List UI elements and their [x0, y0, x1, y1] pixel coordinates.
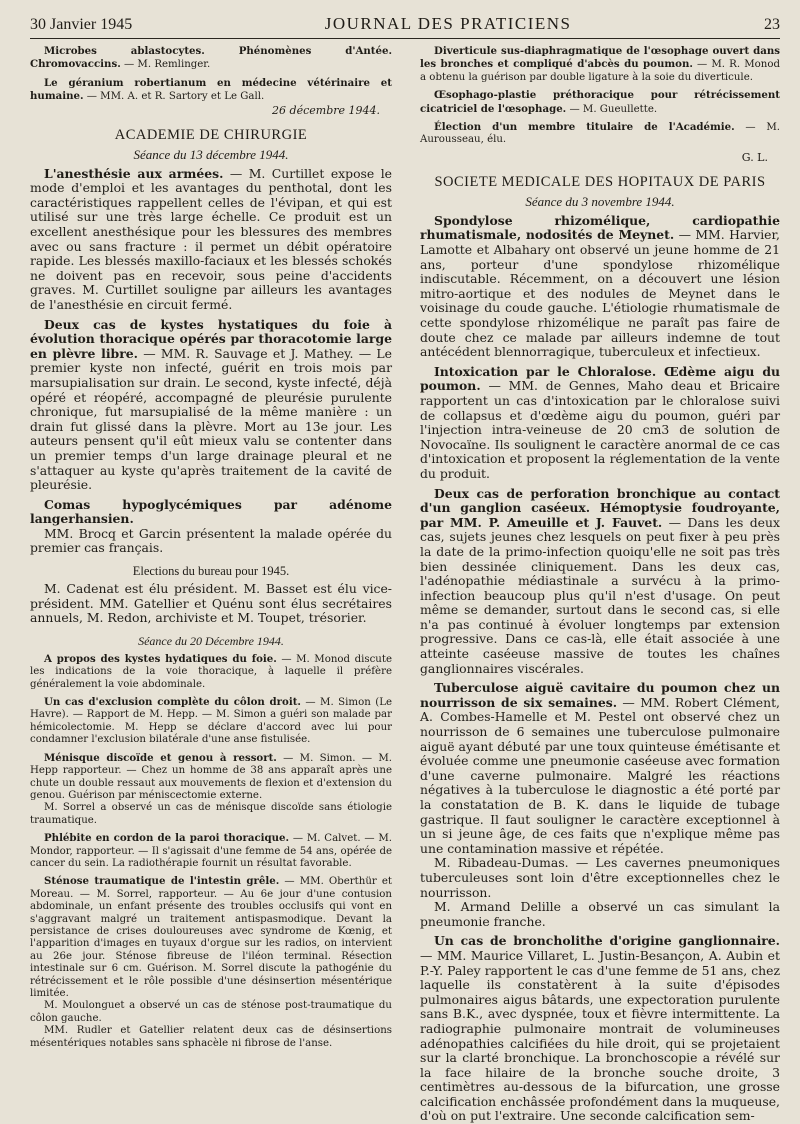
session-heading: Séance du 20 Décembre 1944. — [138, 633, 284, 648]
session-heading: Séance du 3 novembre 1944. — [525, 193, 675, 209]
article-colon — [30, 696, 392, 747]
article-text: — MM. Maurice Villaret, L. Justin-Besançon, A. Aubin et P.-Y. Paley rapportent le cas d'une femme de 51 ans, chez laquelle ils constatèrent à la suite d'épisodes pulmonaires aigus bâtards, une expectoration purulente sans B.K., avec dyspnée, toux et fièvre intermittente. La radiographie pulmonaire montrait de volumineuses adénopathies calcifiées du hile droit, qui se projetaient sur la clarté bronchique. La bronchoscopie a révélé sur la face hilaire de la bronche souche droite, 3 centimètres au-dessous de la bifurcation, une grosse calcification enchâssée profondément dans la muqueuse, d'où on put l'extraire. Une seconde calcification sem- — [420, 947, 780, 1124]
article-title: Phlébite en cordon de la paroi thoracique. — [44, 832, 290, 845]
article-text: MM. Brocq et Garcin présentent la malade opérée du premier cas français. — [30, 525, 392, 556]
article-text: — M. R. Monod a obtenu la guérison par double ligature à la soie du diverticule. — [420, 59, 781, 83]
article-perforation — [420, 487, 780, 677]
elections-text: M. Cadenat est élu président. M. Basset est élu vice-président. MM. Gatellier et Quénu sont élus secrétaires annuels, M. Redon, archiviste et M. Toupet, trésorier. — [30, 581, 392, 626]
session-heading: Séance du 13 décembre 1944. — [133, 146, 289, 162]
two-column-body — [30, 45, 780, 1124]
article-title: Comas hypoglycémiques par adénome langerhansien. — [30, 496, 392, 527]
elections-heading: Elections du bureau pour 1945. — [132, 564, 290, 579]
article-text: MM. Rudler et Gatellier relatent deux cas de désinsertions mésentériques notables sans sphacèle ni fibrose de l'anse. — [30, 1025, 392, 1049]
article-text: M. Moulonguet a observé un cas de sténose post-traumatique du côlon gauche. — [30, 1000, 392, 1024]
article-title: Diverticule sus-diaphragmatique de l'œsophage ouvert dans les bronches et compliqué d'abcès du poumon. — [420, 45, 780, 71]
entry-title: Le géranium robertianum en médecine vétérinaire et humaine. — [30, 76, 392, 103]
article-title: Élection d'un membre titulaire de l'Académie. — [434, 121, 735, 134]
article-anesthesie — [30, 167, 392, 313]
article-title: Deux cas de kystes hystatiques du foie à évolution thoracique opérés par thoracotomie large en plèvre libre. — [30, 316, 392, 361]
article-title: Ménisque discoïde et genou à ressort. — [44, 751, 277, 764]
article-phlebite — [30, 832, 392, 870]
article-title: Tuberculose aiguë cavitaire du poumon chez un nourrisson de six semaines. — [420, 680, 780, 710]
article-kystes-hydatiques — [30, 653, 392, 691]
left-column — [30, 45, 392, 1124]
section-heading-academie: ACADEMIE DE CHIRURGIE — [114, 126, 308, 143]
article-diverticule — [420, 45, 780, 84]
section-heading-societe: SOCIETE MEDICALE DES HOPITAUX DE PARIS — [434, 173, 766, 190]
article-menisque — [30, 752, 392, 803]
article-text: M. Ribadeau-Dumas. — Les cavernes pneumoniques tuberculeuses sont loin d'être exceptionnelles chez le nourrisson. — [420, 855, 780, 900]
entry-date: 26 décembre 1944. — [272, 103, 380, 117]
page-number: 23 — [763, 16, 780, 33]
article-kystes — [30, 318, 392, 493]
article-text: — M. Simon. — M. Hepp rapporteur. — Chez un homme de 38 ans apparaît après une chute un double ressaut aux mouvements de flexion et d'extension du genou. Guérison par méniscectomie externe. — [30, 752, 392, 801]
article-title: Sténose traumatique de l'intestin grêle. — [44, 875, 280, 888]
article-text: — MM. Harvier, Lamotte et Albahary ont observé un jeune homme de 21 ans, porteur d'une spondylose rhizomélique indiscutable. Récemment, on a découvert une lésion mitro-aortique et des nodules de Meynet dans le voisinage du coude gauche. L'étiologie rhumatismale de cette spondylose rhizomélique ne paraît pas faire de doute chez ce malade par ailleurs indemne de tout antécédent blennorragique, tuberculeux et infectieux. — [420, 227, 780, 360]
article-title: Intoxication par le Chloralose. Œdème aigu du poumon. — [420, 363, 780, 394]
article-title: Un cas de broncholithe d'origine ganglionnaire. — [434, 933, 780, 949]
article-title: Spondylose rhizomélique, cardiopathie rhumatismale, nodosités de Meynet. — [420, 212, 780, 243]
journal-title: JOURNAL DES PRATICIENS — [324, 14, 572, 33]
entry-title: Microbes ablastocytes. Phénomènes d'Antée. Chromovaccins. — [30, 45, 392, 71]
article-title: L'anesthésie aux armées. — [44, 165, 224, 181]
article-oesophago — [420, 89, 780, 116]
article-title: A propos des kystes hydatiques du foie. — [44, 652, 277, 665]
article-text: M. Sorrel a observé un cas de ménisque discoïde sans étiologie traumatique. — [30, 802, 392, 826]
article-title: Deux cas de perforation bronchique au contact d'un ganglion caséeux. Hémoptysie foudroyante, par MM. P. Ameuille et J. Fauvet. — [420, 485, 780, 530]
article-text: — Dans les deux cas, sujets jeunes chez lesquels on peut fixer à peu près la date de la primo-infection quoiqu'elle ne soit pas très bien dessinée cliniquement. Dans les deux cas, l'adénopathie médiastinale a survécu à la primo-infection beaucoup plus qu'il n'est d'usage. On peut même se demander, surtout dans le second cas, si elle n'a pas continué à évoluer longtemps par extension progressive. Dans ce cas-là, elle était associée à une atteinte caséeuse massive de toutes les chaînes ganglionnaires viscérales. — [420, 514, 780, 676]
entry-geranium — [30, 77, 392, 104]
article-text: — MM. de Gennes, Maho deau et Bricaire rapportent un cas d'intoxication par le chloralose suivi de collapsus et d'œdème aigu du poumon, guéri par l'injection intra-veineuse de 20 cm3 de solution de Novocaïne. Ils soulignent le caractère anormal de ce cas d'intoxication et proposent la réglementation de la vente du produit. — [420, 378, 780, 481]
entry-authors: — M. Remlinger. — [120, 59, 211, 71]
article-title: Œsophago-plastie préthoracique pour rétrécissement cicatriciel de l'œsophage. — [420, 89, 780, 115]
article-spondylose — [420, 214, 780, 360]
article-title: Un cas d'exclusion complète du côlon droit. — [44, 696, 301, 709]
entry-remlinger — [30, 45, 392, 72]
article-text: — M. Aurousseau, élu. — [420, 122, 780, 146]
issue-date: 30 Janvier 1945 — [30, 16, 133, 33]
running-header — [30, 14, 780, 39]
article-text: — M. Monod discute les indications de la voie thoracique, à laquelle il préfère généralement la voie abdominale. — [30, 653, 392, 690]
article-tuberculose — [420, 681, 780, 856]
article-stenose — [30, 875, 392, 1000]
article-text: — MM. Oberthür et Moreau. — M. Sorrel, rapporteur. — Au 6e jour d'une contusion abdominale, un enfant présente des troubles occlusifs qui vont en s'aggravant malgré un traitement antispasmodique. Devant la persistance de crises douloureuses avec syndrome de Kœnig, et l'apparition d'images en tuyaux d'orgue sur les radios, on intervient au 26e jour. Sténose fibreuse de l'iléon terminal. Résection intestinale sur 6 cm. Guérison. M. Sorrel discute la pathogénie du rétrécissement et le rôle possible d'une désinsertion mésentérique limitée. — [30, 876, 392, 999]
article-text: — M. Gueullette. — [566, 103, 658, 115]
article-text: — M. Curtillet expose le mode d'emploi et les avantages du penthotal, dont les caractéristiques rappellent celles de l'évipan, et qui est utilisé sur une très large échelle. Ce produit est un excellent anesthésique pour les blessures des membres avec ou sans fracture : il permet un débit opératoire rapide. Les blessés maxillo-faciaux et les blessés schokés ne doivent pas en recevoir, sous peine d'accidents graves. M. Curtillet souligne par ailleurs les avantages de l'anesthésie en circuit fermé. — [30, 165, 392, 312]
article-text: — M. Calvet. — M. Mondor, rapporteur. — Il s'agissait d'une femme de 54 ans, opérée de cancer du sein. La radiothérapie fournit un résultat favorable. — [30, 833, 392, 869]
article-text: — M. Simon (Le Havre). — Rapport de M. Hepp. — M. Simon a guéri son malade par hémicolectomie. M. Hepp se déclare d'accord avec lui pour condamner l'exclusion bilatérale d'une anse fistulisée. — [30, 697, 392, 746]
signature: G. L. — [741, 150, 768, 164]
right-column — [420, 45, 780, 1124]
article-text: — MM. R. Sauvage et J. Mathey. — Le premier kyste non infecté, guérit en trois mois par marsupialisation sur drain. Le second, kyste infecté, déjà opéré et réopéré, accompagné de pleurésie purulente chronique, fut marsupialisé de la même manière : un drain fut glissé dans la plèvre. Mort au 13e jour. Les auteurs pensent qu'il eût mieux valu se contenter dans un premier temps d'un large drainage pleural et ne s'attaquer au kyste qu'après traitement de la cavité de pleurésie. — [30, 345, 392, 493]
article-text: M. Armand Delille a observé un cas simulant la pneumonie franche. — [420, 899, 780, 929]
article-broncholithe — [420, 934, 780, 1124]
article-text: — MM. Robert Clément, A. Combes-Hamelle et M. Pestel ont observé chez un nourrisson de 6 semaines une tuberculose pulmonaire aiguë ayant débuté par une toux quinteuse émétisante et évoluée comme une pneumonie caséeuse avec formation d'une caverne pulmonaire. Malgré les réactions négatives à la tuberculose le diagnostic a été porté par la constatation de B. K. dans le liquide de tubage gastrique. Il faut souligner le caractère exceptionnel à un si jeune âge, de ces faits que n'explique même pas une contamination massive et répétée. — [420, 694, 780, 856]
article-chloralose — [420, 365, 780, 482]
article-election — [420, 121, 780, 147]
entry-authors: — MM. A. et R. Sartory et Le Gall. — [83, 91, 265, 103]
